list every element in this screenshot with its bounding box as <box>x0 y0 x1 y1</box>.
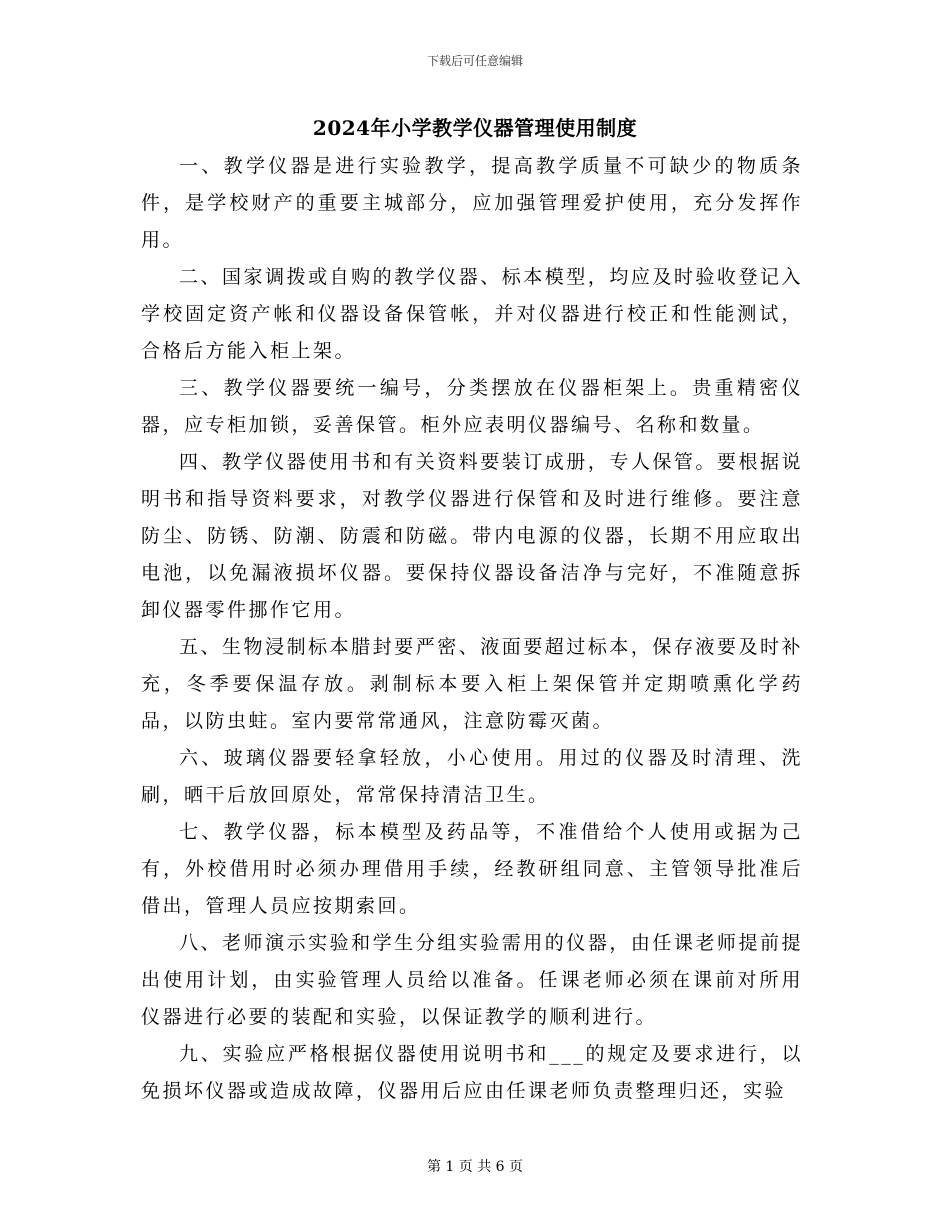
paragraph-8: 八、老师演示实验和学生分组实验需用的仪器，由任课老师提前提出使用计划，由实验管理人员给以准备。任课老师必须在课前对所用仪器进行必要的装配和实验，以保证教学的顺利进行。 <box>141 932 803 1028</box>
paragraph-6: 六、玻璃仪器要轻拿轻放，小心使用。用过的仪器及时清理、洗刷，晒干后放回原处，常常保持清洁卫生。 <box>141 747 803 806</box>
paragraph-3: 三、教学仪器要统一编号，分类摆放在仪器柜架上。贵重精密仪器，应专柜加锁，妥善保管。柜外应表明仪器编号、名称和数量。 <box>141 377 803 436</box>
paragraph-1: 一、教学仪器是进行实验教学，提高教学质量不可缺少的物质条件，是学校财产的重要主城部分，应加强管理爱护使用，充分发挥作用。 <box>141 155 803 251</box>
paragraph-5: 五、生物浸制标本腊封要严密、液面要超过标本，保存液要及时补充，冬季要保温存放。剥制标本要入柜上架保管并定期喷熏化学药品，以防虫蛀。室内要常常通风，注意防霉灭菌。 <box>141 636 803 732</box>
document-body <box>141 148 803 1110</box>
paragraph-2: 二、国家调拨或自购的教学仪器、标本模型，均应及时验收登记入学校固定资产帐和仪器设备保管帐，并对仪器进行校正和性能测试，合格后方能入柜上架。 <box>141 266 803 362</box>
document-title: 2024年小学教学仪器管理使用制度 <box>312 116 638 140</box>
paragraph-9: 九、实验应严格根据仪器使用说明书和___的规定及要求进行，以免损坏仪器或造成故障，仪器用后应由任课老师负责整理归还，实验 <box>141 1043 803 1102</box>
header-note: 下载后可任意编辑 <box>426 54 523 68</box>
page-indicator: 第 1 页 共 6 页 <box>426 1159 524 1175</box>
paragraph-4: 四、教学仪器使用书和有关资料要装订成册，专人保管。要根据说明书和指导资料要求，对教学仪器进行保管和及时进行维修。要注意防尘、防锈、防潮、防震和防磁。带内电源的仪器，长期不用应取出电池，以免漏液损坏仪器。要保持仪器设备洁净与完好，不准随意拆卸仪器零件挪作它用。 <box>141 451 803 621</box>
paragraph-7: 七、教学仪器，标本模型及药品等，不准借给个人使用或据为己有，外校借用时必须办理借用手续，经教研组同意、主管领导批准后借出，管理人员应按期索回。 <box>141 821 803 917</box>
